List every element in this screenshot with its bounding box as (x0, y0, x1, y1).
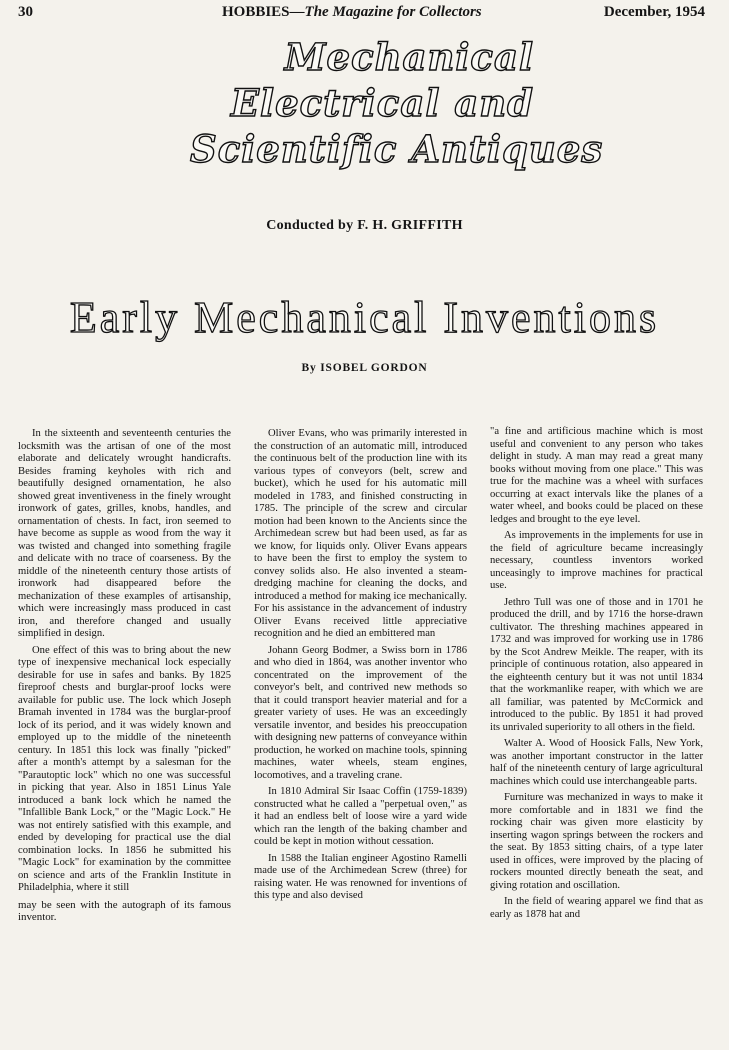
paragraph: Walter A. Wood of Hoosick Falls, New York, was another important constructor in the latter half of the nineteenth century of large agricultural machines which could use interchangeable parts. (490, 738, 703, 787)
magazine-title: HOBBIES (222, 4, 290, 20)
paragraph-continued: "a fine and artificious machine which is most useful and convenient to any person who takes delight in study. A man may read a great many books without moving from one place." This was true for the machine was a wheel with surfaces occurring at exact intervals like the planes of a water wheel, and books could be placed on these ledges and brought to the eye level. (490, 426, 703, 525)
conducted-by: Conducted by F. H. GRIFFITH (266, 218, 463, 233)
paragraph: Jethro Tull was one of those and in 1701 he produced the drill, and by 1716 the horse-drawn cultivator. The threshing machines appeared in 1732 and was improved for working use in 1786 by the Scot Andrew Meikle. The reaper, with its principle of continuous rotation, also appeared in the eighteenth century but it was not until 1834 that the workmanlike reaper, with which we are all familiar, was patented by McCormick and introduced to the public. By 1851 it had proved its unrivaled superiority to all others in the field. (490, 596, 703, 733)
magazine-name (222, 4, 482, 21)
paragraph: Oliver Evans, who was primarily interested in the construction of an automatic mill, introduced the continuous belt of the production line with its various types of conveyors (belt, screw and bucket), which he used for his automatic mill modeled in 1783, and finished constructing in 1785. The principle of the screw and circular motion had been known to the Ancients since the Archimedean screw but had been used, as far as we know, for liquids only. Oliver Evans appears to have been the first to employ the system to convey solids also. He also invented a steam-dredging machine for cleaning the docks, and introduced a method for making ice mechanically. For his assistance in the advancement of industry Oliver Evans received little appreciative recognition and he died an embittered man (254, 428, 467, 639)
column-2 (254, 428, 467, 1043)
department-title (190, 34, 604, 172)
paragraph: Johann Georg Bodmer, a Swiss born in 1786 and who died in 1864, was another inventor who concentrated on the improvement of the conveyor's belt, and contrived new methods so that it could transport heavier material and for a greater variety of uses. He was an exceedingly versatile inventor, and besides his preoccupation with designing new patterns of conveyance within production, he worked on machine tools, spinning machines, water wheels, steam engines, locomotives, and a traveling crane. (254, 644, 467, 781)
column-1 (18, 428, 231, 1043)
department-title-line-2: Electrical and (230, 81, 534, 125)
paragraph: In the sixteenth and seventeenth centuries the locksmith was the artisan of one of the most elaborate and delicately wrought handicrafts. Besides framing keyholes with rich and beautifully designed ornamentation, he also showed great inventiveness in the finely wrought ironwork of gates, grilles, knobs, handles, and ornamentation of chests. In fact, iron seemed to have become as supple as wood from the way it was twisted and changed into something fragile and delicate with no trace of coarseness. By the middle of the nineteenth century those artists of ironwork had disappeared before the mechanization of these examples of artisanship, which were increasingly mass produced in cast iron, and therefore changed and usually simplified in design. (18, 428, 231, 639)
paragraph: In 1588 the Italian engineer Agostino Ramelli made use of the Archimedean Screw (three) for raising water. He was renowned for inventions of this type and also devised (254, 852, 467, 901)
paragraph: As improvements in the implements for use in the field of agriculture became increasingly necessary, countless inventors worked unceasingly to improve machines for practical use. (490, 530, 703, 591)
paragraph: In 1810 Admiral Sir Isaac Coffin (1759-1839) constructed what he called a "perpetual oven," as it had an endless belt of loose wire a yard wide which ran the length of the baking chamber and could be kept in motion without cessation. (254, 786, 467, 847)
paragraph: One effect of this was to bring about the new type of inexpensive mechanical lock especially desirable for use in safes and banks. By 1825 fireproof chests and burglar-proof locks were available for public use. The lock which Joseph Bramah invented in 1784 was the burglar-proof lock of its period, and it was widely known and employed up to the middle of the nineteenth century. In 1851 this lock was finally "picked" after a month's attempt by a salesman for the "Parautoptic lock" which no one was successful in picking that year. Also in 1851 Linus Yale introduced a bank lock which he named the "Infallible Bank Lock," or the "Magic Lock." He was not entirely satisfied with this example, and ended by developing for practical use the dial combination locks. In 1856 he submitted his "Magic Lock" for examination by the committee on science and arts of the Franklin Institute in Philadelphia, where it still (18, 644, 231, 893)
paragraph: In the field of wearing apparel we find that as early as 1878 hat and (490, 896, 703, 920)
paragraph-end: may be seen with the autograph of its famous inventor. (18, 898, 231, 923)
magazine-subtitle: The Magazine for Collectors (304, 4, 482, 20)
department-title-line-1: Mechanical (284, 35, 534, 79)
page-number: 30 (18, 4, 33, 20)
column-3 (490, 426, 703, 1041)
running-head (0, 2, 729, 22)
department-title-line-3: Scientific Antiques (190, 127, 604, 171)
issue-date: December, 1954 (603, 4, 705, 20)
magazine-dash: — (289, 4, 305, 20)
article-title: Early Mechanical Inventions (69, 293, 660, 342)
byline: By ISOBEL GORDON (301, 362, 428, 374)
paragraph: Furniture was mechanized in ways to make it more comfortable and in 1831 we find the rocking chair was given more elasticity by inserting wagon springs between the rockers and the seat. By 1853 sitting chairs, of a type later used in offices, were improved by the placing of rockers mounted directly beneath the seat, and giving rotation and oscillation. (490, 792, 703, 891)
